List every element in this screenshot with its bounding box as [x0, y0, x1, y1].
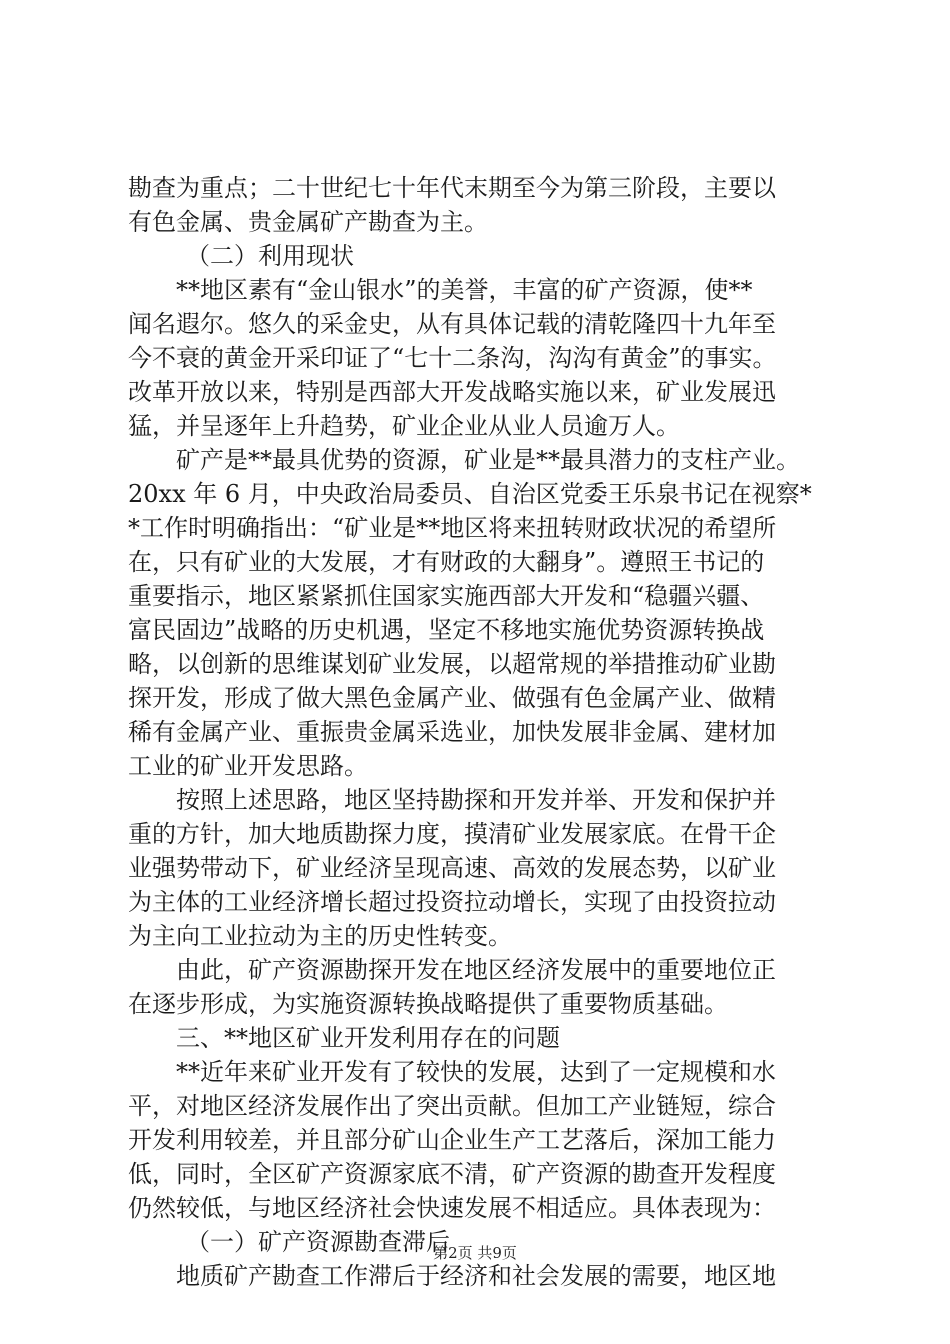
text-line: 略，以创新的思维谋划矿业发展，以超常规的举措推动矿业勘 [128, 650, 776, 678]
text-line: 仍然较低，与地区经济社会快速发展不相适应。具体表现为： [128, 1194, 776, 1222]
text-line: 猛，并呈逐年上升趋势，矿业企业从业人员逾万人。 [128, 412, 680, 440]
section-heading: （一）矿产资源勘查滞后 [186, 1228, 450, 1256]
text-line: 勘查为重点；二十世纪七十年代末期至今为第三阶段，主要以 [128, 174, 776, 202]
text-line: 有色金属、贵金属矿产勘查为主。 [128, 208, 488, 236]
section-heading: 三、**地区矿业开发利用存在的问题 [176, 1024, 560, 1052]
text-line: 今不衰的黄金开采印证了“七十二条沟，沟沟有黄金”的事实。 [128, 344, 777, 372]
text-line: 为主体的工业经济增长超过投资拉动增长，实现了由投资拉动 [128, 888, 776, 916]
text-line: 按照上述思路，地区坚持勘探和开发并举、开发和保护并 [176, 786, 776, 814]
text-line: 重要指示，地区紧紧抓住国家实施西部大开发和“稳疆兴疆、 [128, 582, 765, 610]
text-line: 在逐步形成，为实施资源转换战略提供了重要物质基础。 [128, 990, 728, 1018]
text-line: 在，只有矿业的大发展，才有财政的大翻身”。遵照王书记的 [128, 548, 765, 576]
text-line: **地区素有“金山银水”的美誉，丰富的矿产资源，使** [176, 276, 753, 304]
text-line: 探开发，形成了做大黑色金属产业、做强有色金属产业、做精 [128, 684, 776, 712]
section-heading: （二）利用现状 [186, 242, 354, 270]
text-line: **近年来矿业开发有了较快的发展，达到了一定规模和水 [176, 1058, 776, 1086]
text-line: 工业的矿业开发思路。 [128, 752, 368, 780]
text-line: 开发利用较差，并且部分矿山企业生产工艺落后，深加工能力 [128, 1126, 776, 1154]
text-line: 改革开放以来，特别是西部大开发战略实施以来，矿业发展迅 [128, 378, 776, 406]
text-line: 矿产是**最具优势的资源，矿业是**最具潜力的支柱产业。 [176, 446, 800, 474]
page-number-footer: 第2页 共9页 [433, 1244, 517, 1262]
text-line: 20xx 年 6 月，中央政治局委员、自治区党委王乐泉书记在视察* [128, 480, 812, 508]
text-line: 地质矿产勘查工作滞后于经济和社会发展的需要，地区地 [176, 1262, 776, 1290]
text-line: 富民固边”战略的历史机遇，坚定不移地实施优势资源转换战 [128, 616, 765, 644]
text-line: 由此，矿产资源勘探开发在地区经济发展中的重要地位正 [176, 956, 776, 984]
text-line: 重的方针，加大地质勘探力度，摸清矿业发展家底。在骨干企 [128, 820, 776, 848]
document-body [128, 171, 848, 1293]
text-line: 为主向工业拉动为主的历史性转变。 [128, 922, 512, 950]
text-line: 闻名遐尔。悠久的采金史，从有具体记载的清乾隆四十九年至 [128, 310, 776, 338]
text-line: 稀有金属产业、重振贵金属采选业，加快发展非金属、建材加 [128, 718, 776, 746]
text-line: 低，同时，全区矿产资源家底不清，矿产资源的勘查开发程度 [128, 1160, 776, 1188]
text-line: 平，对地区经济发展作出了突出贡献。但加工产业链短，综合 [128, 1092, 776, 1120]
text-line: 业强势带动下，矿业经济呈现高速、高效的发展态势，以矿业 [128, 854, 776, 882]
text-line: *工作时明确指出：“矿业是**地区将来扭转财政状况的希望所 [128, 514, 777, 542]
